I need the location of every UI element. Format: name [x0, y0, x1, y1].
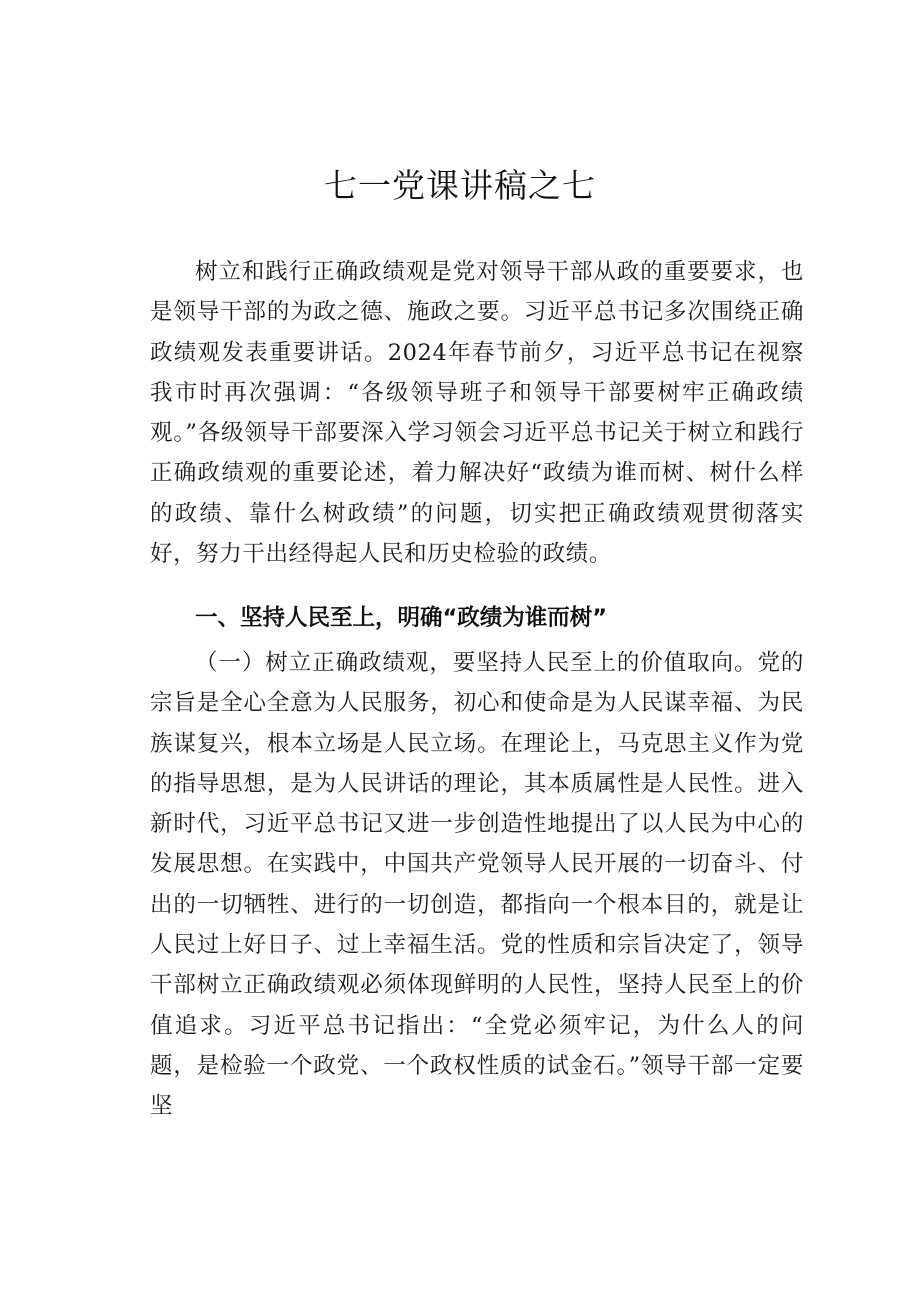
document-title: 七一党课讲稿之七: [324, 166, 596, 205]
section-heading: 一、坚持人民至上，明确“政绩为谁而树”: [195, 605, 608, 631]
intro-paragraph: 树立和践行正确政绩观是党对领导干部从政的重要要求，也是领导干部的为政之德、施政之要。习近平总书记多次围绕正确政绩观发表重要讲话。2024年春节前夕，习近平总书记在视察我市时再次强调：“各级领导班子和领导干部要树牢正确政绩观。”各级领导干部要深入学习领会习近平总书记关于树立和践行正确政绩观的重要论述，着力解决好“政绩为谁而树、树什么样的政绩、靠什么树政绩”的问题，切实把正确政绩观贯彻落实好，努力干出经得起人民和历史检验的政绩。: [150, 259, 804, 568]
body-paragraph: （一）树立正确政绩观，要坚持人民至上的价值取向。党的宗旨是全心全意为人民服务，初心和使命是为人民谋幸福、为民族谋复兴，根本立场是人民立场。在理论上，马克思主义作为党的指导思想，是为人民讲话的理论，其本质属性是人民性。进入新时代，习近平总书记又进一步创造性地提出了以人民为中心的发展思想。在实践中，中国共产党领导人民开展的一切奋斗、付出的一切牺牲、进行的一切创造，都指向一个根本目的，就是让人民过上好日子、过上幸福生活。党的性质和宗旨决定了，领导干部树立正确政绩观必须体现鲜明的人民性，坚持人民至上的价值追求。习近平总书记指出：“全党必须牢记，为什么人的问题，是检验一个政党、一个政权性质的试金石。”领导干部一定要坚: [150, 650, 804, 1120]
